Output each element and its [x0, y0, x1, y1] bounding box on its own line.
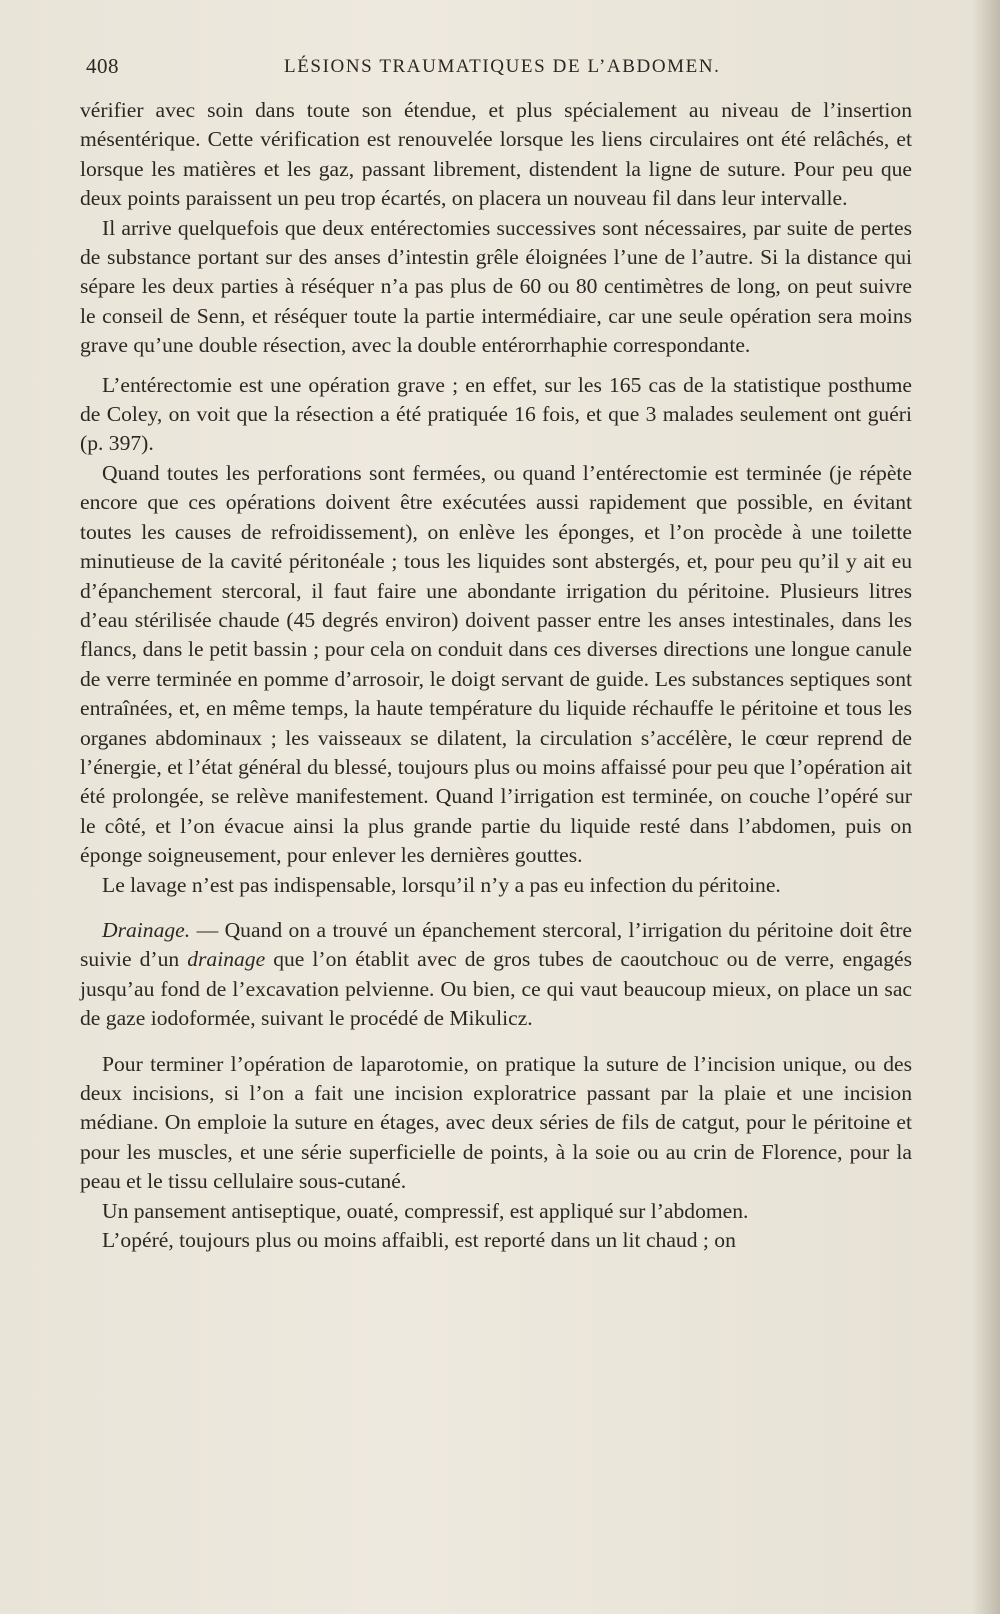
paragraph-suture: Pour terminer l’opération de laparotomie, on pratique la suture de l’incision unique, ou des deux incisions, si l’on a fait une incision exploratrice passant par la plaie et une incision médiane. On emploie la suture en étages, avec deux séries de fils de catgut, pour le péritoine et pour les muscles, et une série superficielle de points, à la soie ou au crin de Florence, pour la peau et le tissu cellulaire sous-cutané. — [80, 1051, 912, 1194]
page-header — [86, 54, 910, 84]
paragraph-double-enterectomy: Il arrive quelquefois que deux entérectomies successives sont nécessaires, par suite de pertes de substance portant sur des anses d’intestin grêle éloignées l’une de l’autre. Si la distance qui sépare les deux parties à réséquer n’a pas plus de 60 ou 80 centimètres de long, on peut suivre le conseil de Senn, et réséquer toute la partie intermédiaire, car une seule opération sera moins grave qu’une double résection, avec la double entérorrhaphie correspondante. — [80, 215, 912, 358]
body-text — [80, 96, 912, 1255]
drainage-heading: Drainage. — [102, 917, 191, 942]
paragraph-drainage — [80, 916, 912, 1034]
paragraph-aftercare: L’opéré, toujours plus ou moins affaibli, est reporté dans un lit chaud ; on — [102, 1228, 736, 1253]
paragraph-lavage: Le lavage n’est pas indispensable, lorsqu’il n’y a pas eu infection du péritoine. — [102, 872, 781, 897]
page-number: 408 — [86, 54, 119, 78]
paragraph-peritoneal-toilet: Quand toutes les perforations sont fermées, ou quand l’entérectomie est terminée (je répète encore que ces opérations doivent être exécutées aussi rapidement que possible, en évitant toutes les causes de refroidissement), on enlève les éponges, et l’on procède à une toilette minutieuse de la cavité péritonéale ; tous les liquides sont abstergés, et, pour peu qu’il y ait eu d’épanchement stercoral, il faut faire une abondante irrigation du péritoine. Plusieurs litres d’eau stérilisée chaude (45 degrés environ) doivent passer entre les anses intestinales, dans les flancs, dans le petit bassin ; pour cela on conduit dans ces diverses directions une longue canule de verre terminée en pomme d’arrosoir, le doigt servant de guide. Les substances septiques sont entraînées, et, en même temps, la haute température du liquide réchauffe le péritoine et tous les organes abdominaux ; les vaisseaux se dilatent, la circulation s’accélère, le cœur reprend de l’énergie, et l’état général du blessé, toujours plus ou moins affaissé pour peu que l’opération ait été prolongée, se relève manifestement. Quand l’irrigation est terminée, on couche l’opéré sur le côté, et l’on évacue ainsi la plus grande partie du liquide resté dans l’abdomen, puis on éponge soigneusement, pour enlever les dernières gouttes. — [80, 460, 912, 868]
paragraph-enterectomy-gravity: L’entérectomie est une opération grave ; en effet, sur les 165 cas de la statistique posthume de Coley, on voit que la résection a été pratiquée 16 fois, et que 3 malades seulement ont guéri (p. 397). — [80, 372, 912, 456]
paragraph-dressing: Un pansement antiseptique, ouaté, compressif, est appliqué sur l’abdomen. — [102, 1198, 749, 1223]
drainage-text-part-b: que l’on établit avec de gros tubes de caoutchouc ou de verre, engagés jusqu’au fond de l’excavation pelvienne. Ou bien, ce qui vaut beaucoup mieux, on place un sac de gaze iodoformée, suivant le procédé de Mikulicz. — [80, 947, 912, 1031]
running-title: LÉSIONS TRAUMATIQUES DE L’ABDOMEN. — [284, 56, 721, 77]
drainage-text-part-a: — Quand on a trouvé un épanchement stercoral, l’irrigation du péritoine doit être suivie d’un — [80, 917, 912, 972]
paragraph-continuation: vérifier avec soin dans toute son étendue, et plus spécialement au niveau de l’insertion mésentérique. Cette vérification est renouvelée lorsque les liens circulaires ont été relâchés, et lorsque les matières et les gaz, passant librement, distendent la ligne de suture. Pour peu que deux points paraissent un peu trop écartés, on placera un nouveau fil dans leur intervalle. — [80, 98, 912, 211]
drainage-emphasis: drainage — [187, 947, 266, 972]
page-edge-shadow — [972, 0, 1000, 1614]
